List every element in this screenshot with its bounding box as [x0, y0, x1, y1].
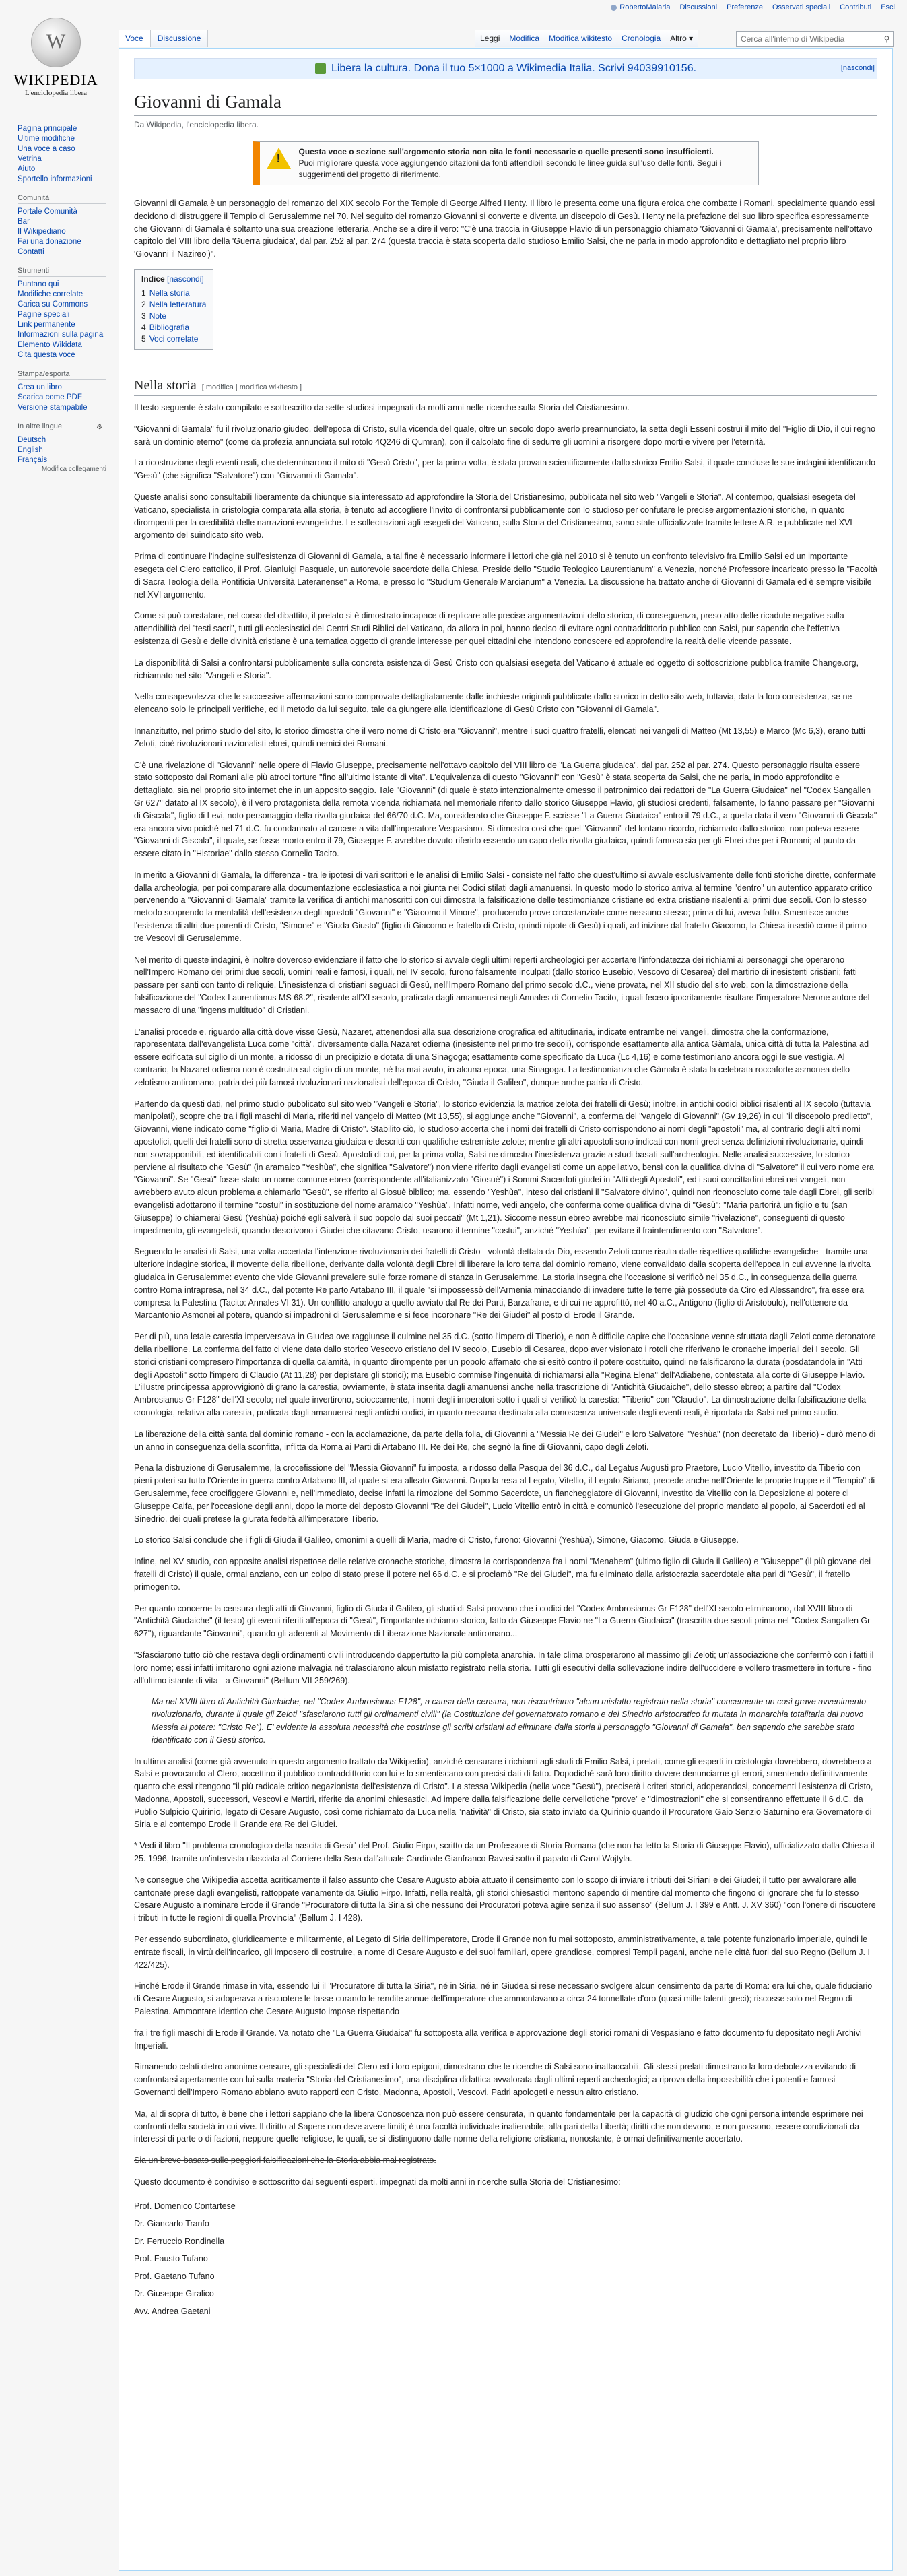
signers-list	[134, 2197, 877, 2320]
article-paragraph: Per quanto concerne la censura degli atti di Giovanni, figlio di Giuda il Galileo, gli studi di Salsi provano che i codici del "Codex Ambrosianus Gr F128" dell'XI secolo eliminarono, dal XVIII libro di "Antichità Giudaiche" (il testo) gli eventi riferiti all'epoca di "Gesù", l'importante richiamo storico, fatto da Giuseppe Flavio ne "La Guerra Giudaica" (trascritta due secoli prima nel "Codex Sangallen Gr 627"), riguardante "Giovanni", quando gli aderenti al Movimento di Liberazione Nazionale antiromano...	[134, 1603, 871, 1639]
logo-subtitle: L'enciclopedia libera	[24, 89, 88, 97]
globe-icon	[31, 18, 81, 67]
site-notice-text[interactable]: Libera la cultura. Dona il tuo 5×1000 a Wikimedia Italia. Scrivi 94039910156.	[331, 63, 697, 74]
sidebar-item-page-info[interactable]: Informazioni sulla pagina	[18, 331, 104, 339]
warning-icon	[267, 146, 291, 170]
list-item: Avv. Andrea Gaetani	[134, 2306, 211, 2316]
sidebar-item-featured[interactable]: Vetrina	[18, 155, 42, 163]
preferences-link[interactable]: Preferenze	[727, 3, 763, 11]
article-paragraph: Innanzitutto, nel primo studio del sito, lo storico dimostra che il vero nome di Cristo era "Giovanni", mentre i suoi quattro fratelli, elencati nei vangeli di Matteo (Mt 13,55) e Marco (Mc 6,3), erano tutti Zeloti, cioè rivoluzionari nazionalisti ebrei, quindi nemici dei Romani.	[134, 726, 865, 748]
article-paragraph: Per essendo subordinato, giuridicamente e militarmente, al Legato di Siria dell'imperatore, Erode il Grande non fu mai sottoposto, amministrativamente, a tale potente funzionario imperiale, quindi le entrate fiscali, in virtù dell'incarico, gli imposero di costruire, a nome di Cesare Augusto e dei suoi familiari, opere grandiose, compresi Templi pagani, anche nelle città fuori dal suo Regno (Bellum J. I 422/425).	[134, 1935, 870, 1970]
sidebar-item-related-changes[interactable]: Modifiche correlate	[18, 290, 83, 298]
content	[119, 48, 893, 2571]
article-paragraph: Ma nel XVIII libro di Antichità Giudaiche, nel "Codex Ambrosianus F128", a causa della censura, non riscontriamo "alcun misfatto registrato nella storia" concernente un così grave avvenimento rivoluzionario, durante il quale gli Zeloti "sfasciarono tutti gli ordinamenti civili" (la Costituzione dei governatorato romano e del Sinedrio aristocratico fu mutata in monarchia totalitaria dal nuovo Messia al potere: "Cristo Re"). E' evidente la assoluta necessità che costrinse gli scribi cristiani ad eliminare dalla storia il personaggio "Giovanni di Gamala", ben sapendo che sarebbe stato identificato con il Gesù storico.	[152, 1697, 867, 1745]
sidebar-item-cite[interactable]: Cita questa voce	[18, 351, 75, 359]
user-icon	[611, 5, 617, 11]
article-paragraph: Partendo da questi dati, nel primo studio pubblicato sul sito web "Vangeli e Storia", lo storico evidenzia la matrice zelota dei fratelli di Gesù; inoltre, in antichi codici biblici risalenti al IX secolo (tuttavia manipolati), scopre che tra i figli maschi di Maria, riferiti nel vangelo di Matteo (Mt 13,55), si aggiunge anche "Giovanni", a conferma del "vangelo di Giovanni" (Gv 19,26) in cui "il discepolo prediletto", Giovanni, viene indicato come "figlio di Maria, Madre di Cristo". Stabilito ciò, lo studioso accerta che i nomi dei fratelli di Cristo corrispondono ai nomi degli "apostoli" ma, al contrario degli altri nomi apostolici, quelli dei fratelli sono di stretta osservanza giudaica e descritti con qualifiche estremiste zelote; mentre gli altri apostoli sono indicati con nomi greci senza definizioni rivoluzionarie, quindi non sovrapponibili, ed identificabili con i fratelli di Gesù. Apostoli di cui, per la prima volta, Salsi ne dimostra l'inesistenza grazie a studi basati sull'archeologia. Nelle analisi successive, lo storico perviene al risultato che "Gesù" (in aramaico "Yeshùa", che significa "Salvatore") non viene riferito dagli evangelisti come un appellativo, bensì con la qualifica divina di "Salvatore" il cui vero nome era "Giovanni". Se "Gesù" fosse stato un nome comune ebreo (corrispondente all'italianizzato "Giosuè") i Sommi Sacerdoti giudei in "Atti degli Apostoli", ed i suoi concittadini ebrei nei vangeli, non avrebbero avuto alcun problema a chiamarlo "Gesù", se riferito al Giosuè biblico; ma, essendo "Yeshùa", inteso dai cristiani il "Salvatore divino", quindi non riconosciuto come tale dagli Ebrei, gli scribi evangelisti adottarono il termine "costui" in sostituzione del nome aramaico "Yeshùa". Infatti nome, vedi angelo, che conferma come qualifica divina di "Gesù": "Maria partorirà un figlio e tu (san Giuseppe) lo chiamerai Gesù (Yeshùa) poiché egli salverà il suo popolo dai suoi peccati" (Mt 1,21). Siccome nessun ebreo avrebbe mai riconosciuto simile "rivelazione", conseguenti di questo impedimento, gli evangelisti, quando descrivono i Giudei che citavano Cristo, usarono il termine "costui", anziché "Yeshùa", per evitare il fraintendimento con "Salvatore".	[134, 1099, 874, 1235]
sidebar-heading: Strumenti	[18, 267, 106, 277]
edit-links[interactable]: Modifica collegamenti	[41, 465, 106, 473]
tab-leggi[interactable]: Leggi	[475, 30, 504, 47]
article-paragraph: fra i tre figli maschi di Erode il Grande. Va notato che "La Guerra Giudaica" fu sottoposta alla verifica e approvazione degli storici romani di Vespasiano e fatto documento fu depositato negli Archivi Imperiali.	[134, 2028, 862, 2051]
article-paragraph: La disponibilità di Salsi a confrontarsi pubblicamente sulla concreta esistenza di Gesù Cristo con qualsiasi esegeta del Vaticano è attuale ed oggetto di sottoscrizione pubblica tramite Change.org, richiamato nel sito "Vangeli e Storia".	[134, 657, 859, 680]
unreferenced-notice	[253, 141, 759, 185]
personal-tools	[611, 0, 895, 15]
list-item: Dr. Giuseppe Giralico	[134, 2288, 214, 2298]
sidebar-item-what-links-here[interactable]: Puntano qui	[18, 280, 59, 288]
tab-cronologia[interactable]: Cronologia	[617, 30, 665, 47]
article-paragraph: Lo storico Salsi conclude che i figli di Giuda il Galileo, omonimi a quelli di Maria, madre di Cristo, furono: Giovanni (Yeshùa), Simone, Giacomo, Giuda e Giuseppe.	[134, 1535, 739, 1545]
sidebar-item-create-book[interactable]: Crea un libro	[18, 383, 62, 391]
article-paragraph: Per di più, una letale carestia imperversava in Giudea ove raggiunse il culmine nel 35 d.C. (sotto l'impero di Tiberio), e non è difficile capire che l'occasione venne sfruttata dagli Zeloti come detonatore della ribellione. La conferma del fatto ci viene data dallo storico Vescovo cristiano del IV secolo, Eusebio di Cesarea, dopo aver visionato i rotoli che riferivano le cronache imperiali dei I secolo. Gli storici cristiani compresero l'importanza di quella calamità, in quanto dirompente per un popolo affamato che si esitò contro il potere costituito, quindi ne falsificarono la durata (posdatandola in "Atti degli Apostoli" sotto l'impero di Claudio (At 11,28) per depistare gli storici); ma Eusebio commise l'ingenuità di richiamarsi alla "Regina Elena" dell'Adiabene, contestata alla corte di Giuseppe Flavio. L'illustre principessa approvvigionò di grano la carestia, ovviamente, è stata inserita dagli amanuensi anche nella trascrizione di "Antichità Giudaiche", dello stesso ebreo; a partire dal "Codex Ambrosianus Gr F128" dell'XI secolo; nel quale invertirono, scioccamente, i nomi degli imperatori sotto i quali si verificò la carestia: "Tiberio" con "Claudio". La dimostrazione della falsificazione della cronologia, relativa alla carestia, praticata dagli amanuensi negli antichi codici, in quanto nessuna destinata alla conoscenza universale degli eventi reali, è riportata da Salsi nel primo studio.	[134, 1332, 876, 1417]
sidebar-community	[18, 194, 106, 257]
sidebar-item-lang-fr[interactable]: Français	[18, 456, 48, 464]
article-paragraph: C'è una rivelazione di "Giovanni" nelle opere di Flavio Giuseppe, precisamente nell'ottavo capitolo del VIII libro de "La Guerra giudaica", dal par. 252 al par. 274. Questo personaggio risulta essere stato sottoposto dai Romani alle più atroci torture "fino all'ultimo istante di vita". L'equivalenza di questo "Giovanni" con "Gesù" è stata scoperta da Salsi, che ne parla, in modo approfondito e dettagliato, sia nel proprio sito internet che in un apposito saggio. Tale "Giovanni" (di quale è stato intenzionalmente omesso il patronimico dai redattori de "La Guerra Giudaica" nel "Codex Sangallen Gr 627" datato al IX secolo), è il vero protagonista della remota vicenda richiamata nel memoriale riferito dallo storico Giuseppe Flavio, gli studiosi credenti, falsamente, lo fanno passare per "Giovanni di Giscala", figlio di Levi, noto personaggio della rivolta giudaica del 66/70 d.C. Ma, considerato che Giuseppe F. scrisse "La Guerra Giudaica" entro il 79 d.C., a quella data il vero "Giovanni di Giscala" era ancora vivo poiché nel 71 d.C. fu condannato al carcere a vita dall'imperatore Vespasiano. Si dimostra così che quel "Giovanni" del lontano ricordo, richiamato dallo storico, non poteva essere "Giovanni di Giscala", il quale, se fosse morto entro il 79, Giuseppe F. avrebbe dovuto riferirlo essendo un capo della rivolta giudaica, quindi famoso sia per gli Ebrei che per i Romani; al punto da essere citato in "Historiae" dallo stesso Cornelio Tacito.	[134, 760, 877, 859]
gift-icon	[315, 63, 326, 74]
sidebar-item-bar[interactable]: Bar	[18, 218, 30, 226]
hide-notice-link[interactable]: [nascondi]	[840, 64, 875, 72]
wikipedia-logo[interactable]	[12, 18, 100, 97]
list-item: Dr. Giancarlo Tranfo	[134, 2218, 209, 2228]
search-input[interactable]	[737, 34, 881, 44]
list-item: Prof. Fausto Tufano	[134, 2253, 208, 2263]
toc-item[interactable]: 1 Nella storia	[141, 288, 190, 298]
article-paragraph: Ne consegue che Wikipedia accetta acriticamente il falso assunto che Cesare Augusto abbia attuato il censimento con lo scopo di inviare i tributi dei Siriani e dei Giudei; il tutto per avvalorare alle cantonate prese dagli evangelisti, rattoppate vanamente da Giulio Firpo. Infatti, nella realtà, gli storici chiesastici mentono sapendo di mentire dal momento che fingono di ignorare che fu lo stesso Cesare Augusto a nominare Erode il Grande "Procuratore di tutta la Siria sì che nessuno dei Procuratori poteva agire senza il suo assenso" (Bellum J. I 399 e Antt. J. XV 360) "con l'onere di riscuotere i tributi in tutte le regioni di quella Provincia" (Bellum J. I 428).	[134, 1875, 876, 1923]
list-item: Dr. Ferruccio Rondinella	[134, 2236, 225, 2246]
sidebar-item-wikipediano[interactable]: Il Wikipediano	[18, 228, 66, 236]
tab-modifica-wikitesto[interactable]: Modifica wikitesto	[544, 30, 617, 47]
sidebar-heading: Stampa/esporta	[18, 370, 106, 380]
sidebar-tools	[18, 267, 106, 360]
sidebar-item-lang-de[interactable]: Deutsch	[18, 436, 46, 444]
user-link[interactable]: RobertoMalaria	[611, 3, 670, 11]
toc-item[interactable]: 4 Bibliografia	[141, 322, 190, 332]
sidebar-item-contacts[interactable]: Contatti	[18, 248, 44, 256]
table-of-contents	[134, 269, 213, 350]
article-paragraph: Il testo seguente è stato compilato e sottoscritto da sette studiosi impegnati da molti anni nelle ricerche sulla Storia del Cristianesimo.	[134, 402, 630, 412]
article-paragraph: Nel merito di queste indagini, è inoltre doveroso evidenziare il fatto che lo storico si avvale degli ultimi reperti archeologici per accertare l'infondatezza dei richiami ai personaggi che operarono nell'Impero Romano dei primi due secoli, uomini reali e famosi, i quali, nel IV secolo, furono falsamente inculpati (dallo storico Eusebio, Vescovo di Cesarea) del martirio di inesistenti cristiani; fatti passare per santi con tanto di reliquie. L'inesistenza di cristiani seguaci di Gesù, nell'Impero Romano del primo secolo d.C., viene provata, nel XII studio del sito web, con la dimostrazione della falsificazione del "Codex Laurentianus MS 68.2", risalente all'XI secolo, praticata dagli amanuensi negli Annales di Cornelio Tacito, i quali fecero ipocritamente risultare l'imperatore Nerone autore del massacro di una "ingens multitudo" di Cristiani.	[134, 955, 870, 1015]
notice-title: Questa voce o sezione sull'argomento storia non cita le fonti necessarie o quelle presenti sono insufficienti.	[298, 147, 714, 156]
sidebar-item-random[interactable]: Una voce a caso	[18, 145, 75, 153]
sidebar-item-community-portal[interactable]: Portale Comunità	[18, 207, 77, 216]
sidebar-item-download-pdf[interactable]: Scarica come PDF	[18, 393, 82, 401]
sidebar-languages	[18, 422, 106, 473]
logo-title: WIKIPEDIA	[13, 71, 98, 88]
site-notice	[134, 58, 877, 79]
tab-voce[interactable]: Voce	[119, 30, 151, 47]
article-paragraph: Pena la distruzione di Gerusalemme, la crocefissione del "Messia Giovanni" fu imposta, a ridosso della Pasqua del 36 d.C., dal Legatus Augusti pro Praetore, Lucio Vitellio, investito da Tiberio con pieni poteri su tutto l'Oriente in guerra contro Artabano III, al quale si era alleato Giovanni. Dopo la resa al Legato, Vitellio, il Legato Siriano, precede anche nell'Oriente le proprie truppe e il "Tempio" di Gerusalemme, fece crocifiggere Giovanni e, nell'immediato, decise infatti la rimozione del Sommo Sacerdote, un fiancheggiatore di Giovanni, investito da Vitellio con la Deposizione al potere di Giuseppe Caifa, per l'occasione degli anni, dopo la morte del deposto Giovanni "Re dei Giudei", Lucio Vitellio entrò in città e comunicò l'esecuzione del proprio mandato al popolo, ai Sacerdoti ed al Sinedrio, dei quali pretese la giurata fedeltà all'imperatore Tiberio.	[134, 1463, 875, 1524]
article-paragraph: Prima di continuare l'indagine sull'esistenza di Giovanni di Gamala, a tal fine è necessario informare i lettori che già nel 2010 si è tenuto un confronto televisivo fra Emilio Salsi ed un importante esegeta del Clero cattolico, il Prof. Gianluigi Pasquale, un autorevole sacerdote della Chiesa. Preside dello "Studio Teologico Laurentianum" a Venezia, nonché Professore incaricato presso la "Facoltà di Sacra Teologia della Pontificia Università Lateranense" a Roma, e presso lo "Studium Generale Marcianum" a Venezia. La discussione ha trattato anche di Giovanni di Gamala ed è sempre visibile nel XVI argomento.	[134, 552, 878, 600]
sidebar-item-upload[interactable]: Carica su Commons	[18, 300, 88, 309]
sidebar-print	[18, 370, 106, 413]
article-paragraph: Finché Erode il Grande rimase in vita, essendo lui il "Procuratore di tutta la Siria", né in Siria, né in Giudea si rese necessario svolgere alcun censimento da parte di Roma: era lui che, quale fiduciario di Cesare Augusto, si adoperava a riscuotere le tasse curando le rendite annue dell'imperatore che ammontavano a circa 24 tonnellate d'oro (quasi mille talenti greci); riscosse solo nel Regno di Palestina. Ammontare identico che Cesare Augusto impose rispettando	[134, 1981, 873, 2017]
page-title: Giovanni di Gamala	[134, 92, 877, 116]
tab-modifica[interactable]: Modifica	[504, 30, 544, 47]
toc-title: Indice	[141, 273, 165, 284]
list-item: Prof. Domenico Contartese	[134, 2201, 236, 2211]
section-heading: Nella storia [ modifica | modifica wikitesto ]	[134, 378, 877, 396]
intro-paragraph: Giovanni di Gamala è un personaggio del romanzo del XIX secolo For the Temple di George Alfred Henty. Il libro le presenta come una figura eroica che combatte i Romani, specialmente quando essi decidono di distruggere il Tempio di Gerusalemme nel 70. Nel seguito del romanzo Giovanni si converte e diventa un discepolo di Gesù. Henty nella prefazione del suo libro specifica espressamente che Giovanni di Gamala è soltanto una sua creazione letteraria. Anche se a dire il vero: "C'è una traccia in Giuseppe Flavio di un personaggio chiamato 'Giovanni di Gamala', precisamente nell'ottavo capitolo del VIII libro della 'Guerra giudaica', dal par. 252 al par. 274 (questa traccia è stata scoperta dallo studioso Emilio Salsi, che ne parla in modo approfondito e dettagliato nel proprio libro 'Giovanni il Nazireo')".	[134, 199, 875, 259]
sidebar-item-special-pages[interactable]: Pagine speciali	[18, 311, 70, 319]
sidebar-navigation	[18, 124, 106, 185]
article-paragraph: "Sfasciarono tutto ciò che restava degli ordinamenti civili introducendo dappertutto la più completa anarchia. In tale clima prosperarono al massimo gli Zeloti; un'associazione che confermò con i fatti il loro nome; essi infatti imitarono ogni azione malvagia né tralasciarono alcun misfatto registrato nella storia. Tutti gli esecutivi della sollevazione indire dell'uccidere e vollero trasmettere in torture - fino all'ultimo istante di vita - a Giovanni" (Bellum VII 259/269).	[134, 1650, 874, 1685]
toc-toggle[interactable]: [nascondi]	[167, 273, 204, 284]
section-edit-links[interactable]: [ modifica | modifica wikitesto ]	[201, 383, 302, 391]
sidebar-item-lang-en[interactable]: English	[18, 446, 43, 454]
sidebar-heading: In altre lingue	[18, 422, 106, 432]
sidebar-item-wikidata[interactable]: Elemento Wikidata	[18, 341, 82, 349]
article-paragraph: In ultima analisi (come già avvenuto in questo argomento trattato da Wikipedia), anziché censurare i richiami agli studi di Emilio Salsi, i prelati, come gli esperti in cristologia dovrebbero, dovrebbero a Salsi e provocando al Clero, accettino il pubblico contraddittorio con lui e lo smentiscano con precisi dati di fatto. Dopodiché sarà loro diritto-dovere denunciarne gli errori, smentendo definitivamente quanto che essi ritengono "il più radicale critico negazionista dell'esistenza di Cristo". La stessa Wikipedia (nella voce "Gesù"), preciserà i criteri storici, adoperandosi, concernenti l'esistenza di Cristo, Madonna, Apostoli, successori, Vescovi e Martiri, riferite da anonimi chiesastici. Ad impere dalla falsificazione delle cervellotiche "prove" e "dimostrazioni" che si consentiranno effettuate il 6 d.C. da Publio Sulpicio Quirinio, legato di Cesare Augusto, così come richiamato da Luca nella "natività" di Cristo, sia stato inviato da Quirinio quando il Procuratore Gaio Senzio Saturnino era Governatore di Siria e al contempo Erode il Grande era Re dei Giudei.	[134, 1756, 873, 1830]
notice-text: Puoi migliorare questa voce aggiungendo citazioni da fonti attendibili secondo le linee guida sull'uso delle fonti. Segui i suggerimenti del progetto di riferimento.	[298, 158, 722, 179]
article-paragraph: Ma, al di sopra di tutto, è bene che i lettori sappiano che la libera Conoscenza non può essere censurata, in quanto fondamentale per la capacità di giudizio che ogni persona intende esprimere nei confronti della società in cui vive. Il diritto al Sapere non deve avere limiti; è una facoltà individuale inalienabile, alla pari della Libertà; diritti che non devono, e non possono, essere condizionati da interessi di parte o di fazioni, neppure quelle religiose, le quali, se si distinguono dalle norme della religione cristiana, nonostante, è ormai definitivamente accertato.	[134, 2108, 863, 2144]
search-icon[interactable]: ⚲	[883, 34, 890, 44]
logout-link[interactable]: Esci	[881, 3, 895, 11]
sidebar-item-info-desk[interactable]: Sportello informazioni	[18, 175, 92, 183]
watchlist-link[interactable]: Osservati speciali	[772, 3, 831, 11]
gear-icon[interactable]: ⚙	[96, 424, 102, 431]
talk-link[interactable]: Discussioni	[679, 3, 718, 11]
sidebar-item-help[interactable]: Aiuto	[18, 165, 36, 173]
tab-altro[interactable]: Altro ▾	[665, 30, 698, 47]
search-box	[736, 31, 894, 47]
sidebar-item-recent-changes[interactable]: Ultime modifiche	[18, 135, 75, 143]
sidebar-heading: Comunità	[18, 194, 106, 204]
article-body	[134, 401, 877, 2146]
toc-item[interactable]: 3 Note	[141, 311, 167, 321]
article-paragraph: * Vedi il libro "Il problema cronologico della nascita di Gesù" del Prof. Giulio Firpo, scritto da un Professore di Storia Romana (che non ha letto la Storia di Giuseppe Flavio), ufficializzato dalla Chiesa il 25. 1996, tramite un'intervista rilasciata al Corriere della Sera dall'attuale Cardinale Gianfranco Ravasi sotto il papato di Carol Wojtyla.	[134, 1841, 875, 1864]
article-paragraph: Come si può constatare, nel corso del dibattito, il prelato si è dimostrato incapace di replicare alle precise argomentazioni dello storico, di conseguenza, preso atto delle ricadute negative sulla attendibilità dei "testi sacri", tutti gli ecclesiastici dei Centri Studi Biblici del Vaticano, da allora in poi, hanno deciso di evitare ogni contraddittorio pubblico con Salsi, pur sapendo che l'effettiva esistenza di Gesù e delle divinità cristiane è una tematica oggetto di grande interesse per quei cittadini che intendono conoscere ed approfondire la realtà delle vicende passate.	[134, 611, 844, 646]
article-paragraph: In merito a Giovanni di Gamala, la differenza - tra le ipotesi di vari scrittori e le analisi di Emilio Salsi - consiste nel fatto che quest'ultimo si avvale esclusivamente delle fonti storiche dirette, confermate dalla archeologia, per poi comparare alla documentazione ecclesiastica a noi giunta nei Codici stilati dagli amanuensi. In questo modo lo storico arriva al termine "dentro" un autentico apparato critico pervenendo a "Giovanni di Gamala" tramite la verifica di antichi manoscritti con cui dimostra la falsificazione delle testimonianze cristiane ed extra cristiane risalenti ai primi due secoli. Con lo stesso metodo scoprendo la mentalità dell'esistenza degli apostoli "Giovanni" e "Giacomo il Minore", producendo prove circostanziate come nessuno stesso; prima di lui, aveva fatto. Smentisce anche l'esistenza di altri due parenti di Cristo, "Simone" e "Giuda Giusto" (figlio di Giacomo e fratello di Cristo, quindi nipote di Gesù) i quali, ad iniziare dal fratello Giacomo, la Chiesa insediò come il primo tre Vescovi di Gerusalemme.	[134, 870, 876, 943]
article-paragraph: "Giovanni di Gamala" fu il rivoluzionario giudeo, dell'epoca di Cristo, sulla vicenda del quale, oltre un secolo dopo averlo preannunciato, la setta degli Esseni costruì il mito del "Figlio di Dio, il cui regno sarà un dominio eterno" (come da profezia annunciata sul rotolo 4Q246 di Qumran), con il calcolato fine di sedurre gli uomini a risorgere dopo morti e vivere per l'eternità.	[134, 424, 876, 447]
sidebar-item-permalink[interactable]: Link permanente	[18, 321, 75, 329]
toc-item[interactable]: 5 Voci correlate	[141, 333, 199, 344]
sidebar-item-main-page[interactable]: Pagina principale	[18, 125, 77, 133]
sidebar-item-donate[interactable]: Fai una donazione	[18, 238, 81, 246]
article-paragraph: Seguendo le analisi di Salsi, una volta accertata l'intenzione rivoluzionaria dei fratelli di Cristo - volontà dettata da Dio, essendo Zeloti come risulta dalle rispettive qualifiche evangeliche - tramite una ulteriore indagine storica, il movente della ribellione, derivante dalla volontà degli Ebrei di liberare la loro terra dal dominio romano, viene convalidato dalla scoperta dell'epoca in cui avvenne la rivolta giudaica in Gerusalemme: evento che vide Giovanni prevalere sulle forze romane di stanza in Gerusalemme. La storia insegna che l'occasione si verificò nel 35 d.C., in conseguenza della guerra contro Roma intrapresa, nel 34 d.C., dal potente Re parto Artabano III, il quale "si impossessò dell'Armenia minacciando di invadere tutte le terre già possedute da Ciro ed Alessandro", fra esse era compresa la Palestina (Tacito: Annales VI 31). Un conflitto analogo a quello avviato dal Re dei Parti, Barzafrane, e di cui ne approfittò, nel 40 a.C., Antigono (figlio di Aristobulo), nell'ottenere da Marcantonio Asmonei al potere, quando si impadronì di Gerusalemme e si fece incoronare "Re dei Giudei" al posto di Erode il Grande.	[134, 1247, 871, 1320]
article-paragraph: L'analisi procede e, riguardo alla città dove visse Gesù, Nazaret, attenendosi alla sua descrizione orografica ed altitudinaria, indicate entrambe nei vangeli, dimostra che la conformazione, rappresentata dall'evangelista Luca come "città", diversamente dalla Nazaret odierna (inesistente nel primo tre secoli), corrisponde esattamente alla antica Gàmala, unica città di tutta la Palestina ad essere edificata sul ciglio di un monte, a ridosso di un precipizio e dotata di una Sinagoga; esattamente come specificato da Luca (Lc 4,16) e come testimoniano ancora oggi le sue vestigia. Al contrario, la Nazaret odierna non è costruita sul ciglio di un monte, né ha mai avuto, in alcuna epoca, una Sinagoga. La testimonianza che Gàmala è stata la celebrata roccaforte asmonea dello zelotismo antiromano, patria dei più famosi rivoluzionari nazionalisti dell'epoca di Cristo, "Giuda il Galileo", dunque anche patria di Cristo.	[134, 1027, 869, 1087]
contributions-link[interactable]: Contributi	[840, 3, 872, 11]
article-paragraph: Nella consapevolezza che le successive affermazioni sono comprovate dettagliatamente dalle inchieste originali pubblicate dallo storico in detto sito web, tuttavia, data la loro consistenza, se ne elencano solo le principali verifiche, ed il metodo da lui seguito, tale da giungere alla identificazione di Gesù Cristo con "Giovanni di Gamala".	[134, 692, 852, 715]
article-paragraph: La ricostruzione degli eventi reali, che determinarono il mito di "Gesù Cristo", per la prima volta, è stata provata scientificamente dallo storico Emilio Salsi, il quale concluse le sue indagini identificando "Gesù" (che significa "Salvatore") con "Giovanni di Gamala".	[134, 458, 876, 481]
tagline: Da Wikipedia, l'enciclopedia libera.	[134, 120, 259, 129]
view-tabs	[475, 30, 698, 47]
toc-item[interactable]: 2 Nella letteratura	[141, 299, 207, 309]
article-paragraph: La liberazione della città santa dal dominio romano - con la acclamazione, da parte della folla, di Giovanni a "Messia Re dei Giudei" e loro Salvatore "Yeshùa" (non decretato da Tiberio) - durò meno di un anno in conseguenza della sconfitta, inflitta da Roma ai Parti di Artabano III. Re dei Re, che segnò la fine di Giovanni, capo degli Zeloti.	[134, 1429, 876, 1452]
article-paragraph: Rimanendo celati dietro anonime censure, gli specialisti del Clero ed i loro epigoni, dimostrano che le ricerche di Salsi sono inattaccabili. Gli stessi prelati dimostrano la loro debolezza evitando di confrontarsi apertamente con lui sulla materia "Storia del Cristianesimo", una disciplina didattica avvalorata dagli ultimi reperti archeologici; a riprova della impossibilità che i potenti e famosi Governanti dell'Impero Romano abbiano avuto rapporti con Cristo, Madonna, Apostoli, Vescovi, Padri apologeti e nessun altro cristiano.	[134, 2062, 856, 2098]
sidebar	[18, 124, 106, 482]
list-item: Prof. Gaetano Tufano	[134, 2271, 215, 2281]
tab-discussione[interactable]: Discussione	[151, 30, 209, 47]
article-paragraph: Infine, nel XV studio, con apposite analisi rispettose delle relative cronache storiche, dimostra la corrispondenza fra i nomi "Menahem" (ultimo figlio di Giuda il Galileo) e "Giuseppe" (il più giovane dei fratelli di Cristo) il quale, ormai anziano, con un colpo di stato prese il potere nel 66 d.C. e si proclamò "Re dei Giudei", ma fu eliminato dalla aristocrazia sacerdotale alta pari di "Gesù", il fratello primogenito.	[134, 1557, 871, 1592]
article-paragraph: Queste analisi sono consultabili liberamente da chiunque sia interessato ad approfondire la Storia del Cristianesimo, pubblicata nel sito web "Vangeli e Storia". Al contempo, qualsiasi esegeta del Vaticano, specialista in cristologia comparata alla storia, è tenuto ad accogliere l'invito di confrontarsi pubblicamente con lo studioso per confutare le precise argomentazioni storiche, in quanto dirompenti per la credibilità delle narrazioni evangeliche. Le sollecitazioni agli esegeti del Vaticano, sulla Storia del Cristianesimo, sono state ufficializzate tramite lettere A.R. e pubblicate nel XVI argomento del suindicato sito web.	[134, 492, 856, 540]
namespace-tabs	[119, 30, 208, 47]
sidebar-item-printable[interactable]: Versione stampabile	[18, 404, 88, 412]
struck-line: Sia un breve basato sulle peggiori falsificazioni che la Storia abbia mai registrato.	[134, 2156, 436, 2166]
signers-intro: Questo documento è condiviso e sottoscritto dai seguenti esperti, impegnati da molti anni in ricerche sulla Storia del Cristianesimo:	[134, 2177, 621, 2187]
